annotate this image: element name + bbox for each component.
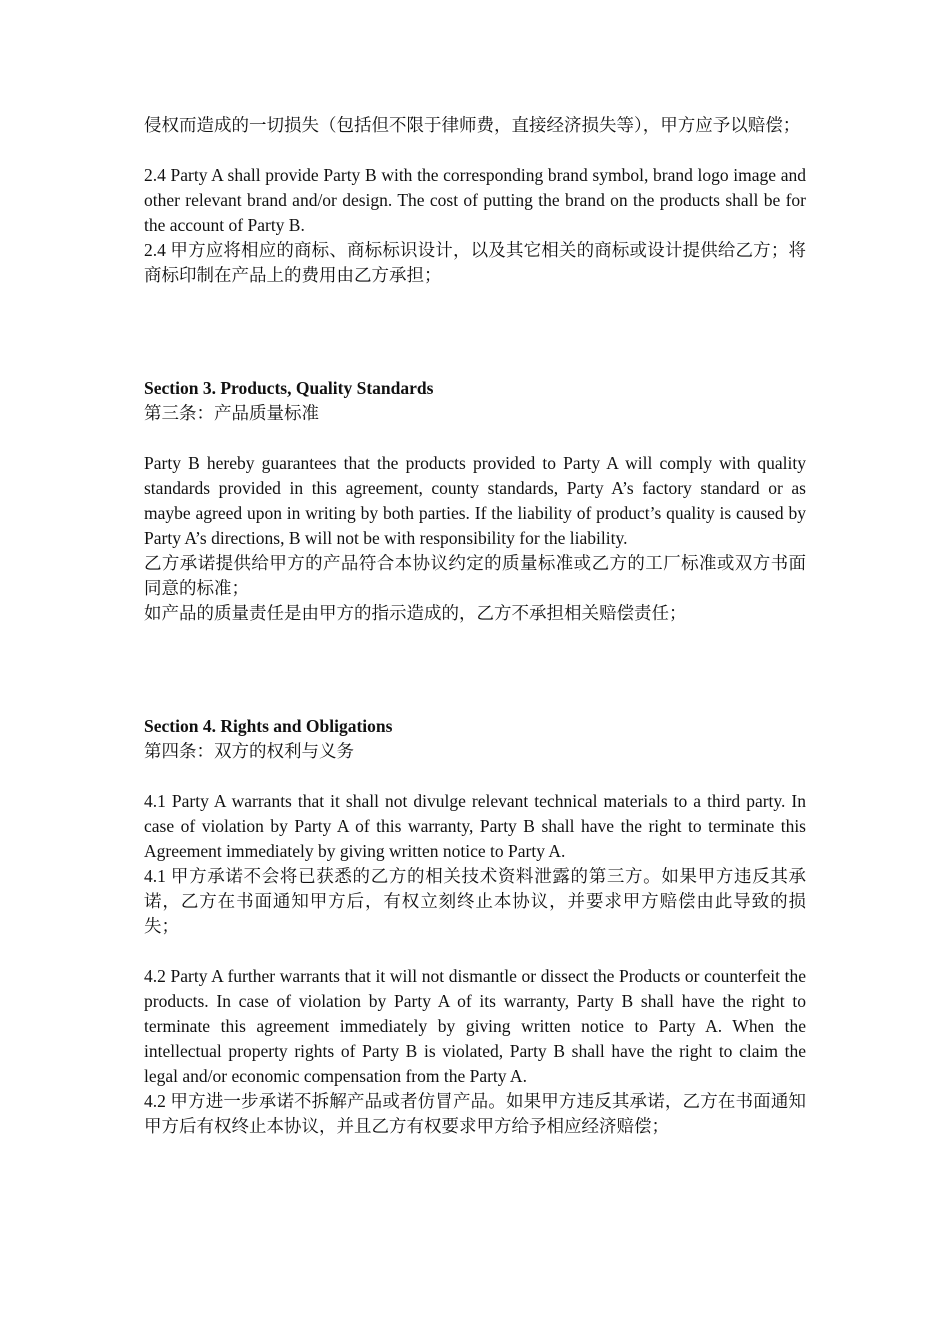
clause-4-1-zh: 4.1 甲方承诺不会将已获悉的乙方的相关技术资料泄露的第三方。如果甲方违反其承诺，乙方在书面通知甲方后，有权立刻终止本协议，并要求甲方赔偿由此导致的损失；: [144, 866, 806, 936]
clause-4-2-zh: 4.2 甲方进一步承诺不拆解产品或者仿冒产品。如果甲方违反其承诺，乙方在书面通知甲方后有权终止本协议，并且乙方有权要求甲方给予相应经济赔偿；: [144, 1091, 806, 1136]
spacer: [144, 626, 806, 714]
clause-4-2-en: 4.2 Party A further warrants that it will not dismantle or dissect the Products or counterfeit the products. In case of violation by Party A of its warranty, Party B shall have the right to terminate this agreement immediately by giving written notice to Party A. When the intellectual property rights of Party B is violated, Party B shall have the right to claim the legal and/or economic compensation from the Party A.: [144, 966, 806, 1086]
section-3-body-zh-1: 乙方承诺提供给甲方的产品符合本协议约定的质量标准或乙方的工厂标准或双方书面同意的标准；: [144, 553, 806, 598]
clause-4-1-en: 4.1 Party A warrants that it shall not divulge relevant technical materials to a third party. In case of violation by Party A of this warranty, Party B shall have the right to terminate this Agreement immediately by giving written notice to Party A.: [144, 791, 806, 861]
clause-2-4-en: 2.4 Party A shall provide Party B with the corresponding brand symbol, brand logo image and other relevant brand and/or design. The cost of putting the brand on the products shall be for the account of Party B.: [144, 165, 806, 235]
spacer: [144, 939, 806, 964]
section-3-body-en: Party B hereby guarantees that the products provided to Party A will comply with quality standards provided in this agreement, county standards, Party A’s factory standard or as maybe agreed upon in writing by both parties. If the liability of product’s quality is caused by Party A’s directions, B will not be with responsibility for the liability.: [144, 453, 806, 548]
spacer: [144, 426, 806, 451]
clause-2-4-zh: 2.4 甲方应将相应的商标、商标标识设计，以及其它相关的商标或设计提供给乙方；将商标印制在产品上的费用由乙方承担；: [144, 240, 806, 285]
spacer: [144, 764, 806, 789]
section-3-title-en: Section 3. Products, Quality Standards: [144, 378, 434, 398]
section-4-title-zh: 第四条：双方的权利与义务: [144, 741, 354, 761]
section-3-body-zh-2: 如产品的质量责任是由甲方的指示造成的，乙方不承担相关赔偿责任；: [144, 603, 687, 623]
document-page: [144, 113, 806, 1139]
section-4-title-en: Section 4. Rights and Obligations: [144, 716, 393, 736]
continued-clause-zh: 侵权而造成的一切损失（包括但不限于律师费，直接经济损失等），甲方应予以赔偿；: [144, 115, 801, 135]
spacer: [144, 288, 806, 376]
section-3-title-zh: 第三条：产品质量标准: [144, 403, 319, 423]
spacer: [144, 138, 806, 163]
